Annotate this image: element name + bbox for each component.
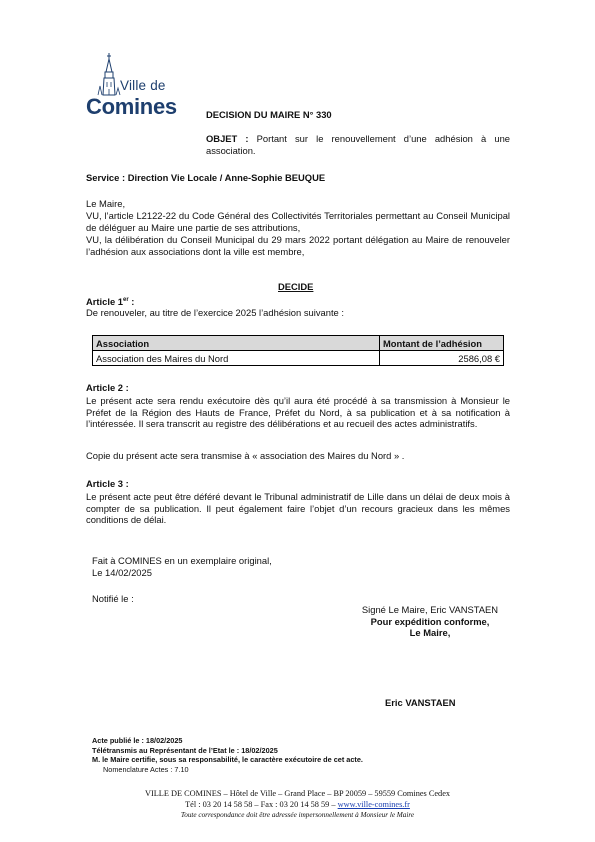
- objet-label: OBJET :: [206, 133, 249, 144]
- vu-deliberation: VU, la délibération du Conseil Municipal du 29 mars 2022 portant délégation au Maire de renouveler l’adhésion aux associations dont la ville est membre,: [86, 234, 510, 257]
- logo-comines-text: Comines: [86, 94, 177, 119]
- article-2-text: Le présent acte sera rendu exécutoire dès qu’il aura été procédé à sa transmission à Monsieur le Préfet de la Région des Hauts de France, Préfet du Nord, à sa publication et à sa notification à l’intéressée. Il sera transcrit au registre des délibérations et au recueil des actes administratifs.: [86, 395, 510, 429]
- objet-text: Portant sur le renouvellement d’une adhésion à une association.: [206, 133, 511, 156]
- signe-line: Signé Le Maire, Eric VANSTAEN: [361, 604, 499, 615]
- pour-expedition: Pour expédition conforme,: [370, 615, 490, 627]
- acte-teletransmis: Télétransmis au Représentant de l’Etat le : 18/02/2025: [92, 745, 278, 755]
- article-1-label: Article 1: [86, 296, 123, 308]
- service-line: Service : Direction Vie Locale / Anne-Sophie BEUQUE: [86, 172, 326, 183]
- article-2-copie: Copie du présent acte sera transmise à « association des Maires du Nord » .: [86, 450, 405, 461]
- header-association: Association: [93, 336, 380, 351]
- notifie-le: Notifié le :: [92, 593, 134, 604]
- article-3-title: Article 3 :: [86, 478, 129, 489]
- footer-correspondance: Toute correspondance doit être adressée impersonnellement à Monsieur le Maire: [180, 811, 415, 820]
- footer-address: VILLE DE COMINES – Hôtel de Ville – Grand Place – BP 20059 – 59559 Comines Cedex: [144, 789, 451, 798]
- website-link[interactable]: www.ville-comines.fr: [337, 799, 410, 809]
- acte-info: [92, 736, 363, 774]
- cell-association-name: Association des Maires du Nord: [93, 351, 380, 366]
- signature-le-maire: Le Maire,: [409, 627, 451, 638]
- article-1-text: De renouveler, au titre de l’exercice 2025 l’adhésion suivante :: [86, 307, 344, 318]
- acte-nomenclature: Nomenclature Actes : 7.10: [103, 764, 189, 774]
- table-header-row: [93, 336, 504, 351]
- footer: [60, 789, 535, 821]
- association-table: [92, 335, 504, 366]
- header-montant: Montant de l’adhésion: [380, 336, 504, 351]
- acte-certifie: M. le Maire certifie, sous sa responsabilité, le caractère exécutoire de cet acte.: [92, 755, 363, 765]
- article-1-colon: :: [128, 296, 135, 308]
- le-maire-line: Le Maire,: [86, 198, 126, 209]
- logo-ville-text: Ville de: [120, 78, 166, 93]
- signature-name: Eric VANSTAEN: [385, 697, 456, 708]
- vu-article: VU, l’article L2122-22 du Code Général des Collectivités Territoriales permettant au Conseil Municipal de déléguer au Maire une partie de ses attributions,: [86, 210, 510, 233]
- footer-contact: [60, 800, 535, 811]
- objet-block: [206, 133, 510, 156]
- fait-date: Le 14/02/2025: [92, 567, 152, 578]
- footer-tel: Tél : 03 20 14 58 58 – Fax : 03 20 14 58 59 –: [185, 799, 338, 809]
- decision-title: DECISION DU MAIRE N° 330: [206, 109, 332, 120]
- article-1-sup: er: [123, 297, 129, 303]
- decide-heading: DECIDE: [278, 281, 314, 292]
- article-2-title: Article 2 :: [86, 382, 129, 393]
- table-row: [93, 351, 504, 366]
- city-logo: [86, 52, 186, 124]
- cell-montant: 2586,08 €: [380, 351, 504, 366]
- acte-publie: Acte publié le : 18/02/2025: [92, 736, 183, 745]
- article-1-title: [86, 295, 134, 308]
- signature-block: [330, 604, 530, 639]
- article-3-text: Le présent acte peut être déféré devant le Tribunal administratif de Lille dans un délai de deux mois à compter de sa publication. Il peut également faire l’objet d’un recours gracieux dans les mêmes conditions de délai.: [86, 491, 510, 525]
- fait-a-line: Fait à COMINES en un exemplaire original,: [92, 555, 272, 566]
